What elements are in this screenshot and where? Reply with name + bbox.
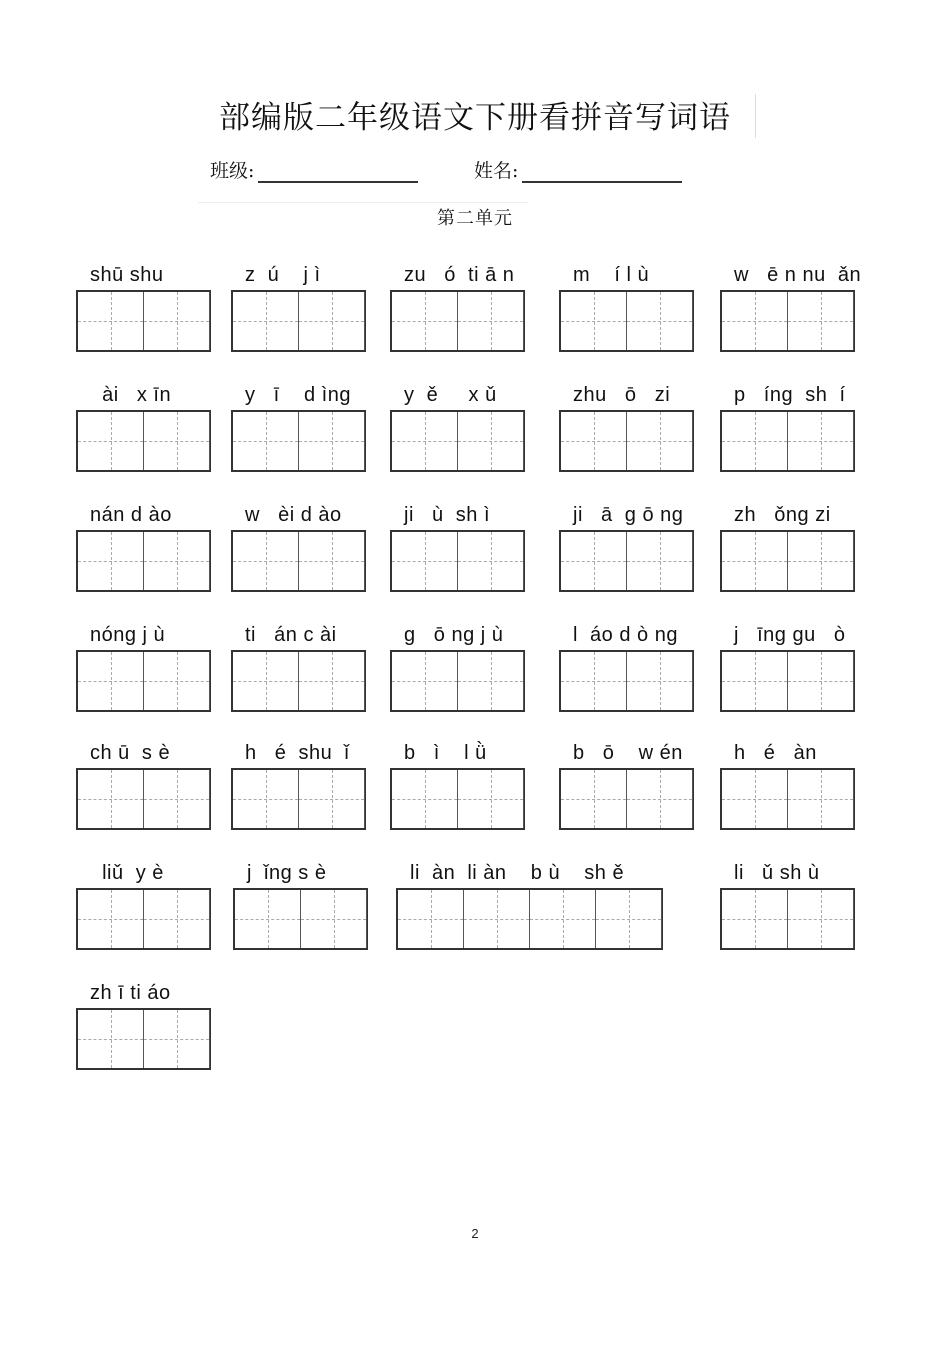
writing-cell[interactable] bbox=[144, 1010, 210, 1068]
writing-grid bbox=[559, 410, 694, 472]
pinyin-label: shū shu bbox=[90, 264, 164, 286]
writing-cell[interactable] bbox=[392, 770, 458, 828]
writing-grid bbox=[390, 410, 525, 472]
name-field bbox=[474, 156, 682, 183]
writing-grid bbox=[76, 1008, 211, 1070]
writing-grid bbox=[233, 888, 368, 950]
pinyin-label: nán d ào bbox=[90, 504, 172, 526]
writing-cell[interactable] bbox=[144, 652, 210, 710]
info-rule bbox=[198, 202, 528, 203]
writing-grid bbox=[390, 290, 525, 352]
pinyin-label: p íng sh í bbox=[734, 384, 846, 406]
pinyin-label: nóng j ù bbox=[90, 624, 166, 646]
class-blank[interactable] bbox=[258, 161, 418, 183]
writing-cell[interactable] bbox=[392, 532, 458, 590]
writing-cell[interactable] bbox=[299, 292, 365, 350]
writing-grid bbox=[76, 650, 211, 712]
writing-cell[interactable] bbox=[392, 292, 458, 350]
pinyin-label: l áo d ò ng bbox=[573, 624, 678, 646]
writing-grid bbox=[559, 650, 694, 712]
writing-cell[interactable] bbox=[458, 292, 524, 350]
pinyin-label: j ǐng s è bbox=[247, 862, 327, 884]
pinyin-label: liǔ y è bbox=[90, 862, 164, 884]
writing-cell[interactable] bbox=[561, 292, 627, 350]
writing-cell[interactable] bbox=[78, 890, 144, 948]
pinyin-label: y ě x ǔ bbox=[404, 384, 497, 406]
writing-cell[interactable] bbox=[788, 890, 854, 948]
writing-grid bbox=[559, 290, 694, 352]
pinyin-label: g ō ng j ù bbox=[404, 624, 504, 646]
pinyin-label: h é shu ǐ bbox=[245, 742, 350, 764]
writing-grid bbox=[390, 768, 525, 830]
writing-cell[interactable] bbox=[788, 292, 854, 350]
writing-cell[interactable] bbox=[392, 652, 458, 710]
writing-cell[interactable] bbox=[722, 890, 788, 948]
pinyin-label: w èi d ào bbox=[245, 504, 342, 526]
writing-cell[interactable] bbox=[299, 770, 365, 828]
pinyin-label: zhu ō zi bbox=[573, 384, 671, 406]
writing-cell[interactable] bbox=[299, 412, 365, 470]
writing-cell[interactable] bbox=[788, 532, 854, 590]
writing-cell[interactable] bbox=[78, 292, 144, 350]
pinyin-label: b ì l ǜ bbox=[404, 742, 487, 764]
pinyin-label: h é àn bbox=[734, 742, 817, 764]
pinyin-label: ài x īn bbox=[90, 384, 172, 406]
writing-grid bbox=[396, 888, 663, 950]
writing-cell[interactable] bbox=[596, 890, 662, 948]
writing-cell[interactable] bbox=[233, 770, 299, 828]
class-field bbox=[210, 156, 418, 183]
writing-cell[interactable] bbox=[627, 652, 693, 710]
pinyin-label: zu ó ti ā n bbox=[404, 264, 515, 286]
class-label: 班级: bbox=[210, 160, 255, 182]
writing-cell[interactable] bbox=[78, 532, 144, 590]
writing-cell[interactable] bbox=[788, 770, 854, 828]
writing-grid bbox=[559, 768, 694, 830]
pinyin-label: j īng gu ò bbox=[734, 624, 846, 646]
writing-cell[interactable] bbox=[78, 652, 144, 710]
writing-grid bbox=[720, 290, 855, 352]
writing-grid bbox=[720, 530, 855, 592]
writing-cell[interactable] bbox=[627, 770, 693, 828]
writing-cell[interactable] bbox=[233, 532, 299, 590]
writing-grid bbox=[231, 650, 366, 712]
writing-grid bbox=[76, 530, 211, 592]
writing-cell[interactable] bbox=[78, 412, 144, 470]
writing-grid bbox=[720, 410, 855, 472]
writing-cell[interactable] bbox=[233, 292, 299, 350]
pinyin-label: y ī d ìng bbox=[245, 384, 351, 406]
pinyin-label: zh ī ti áo bbox=[90, 982, 171, 1004]
writing-cell[interactable] bbox=[561, 770, 627, 828]
writing-cell[interactable] bbox=[233, 412, 299, 470]
writing-cell[interactable] bbox=[627, 532, 693, 590]
writing-cell[interactable] bbox=[144, 532, 210, 590]
writing-cell[interactable] bbox=[627, 412, 693, 470]
writing-grid bbox=[559, 530, 694, 592]
writing-grid bbox=[76, 410, 211, 472]
writing-cell[interactable] bbox=[458, 770, 524, 828]
page-title: 部编版二年级语文下册看拼音写词语 bbox=[219, 100, 731, 136]
pinyin-label: ji ù sh ì bbox=[404, 504, 491, 526]
writing-cell[interactable] bbox=[627, 292, 693, 350]
page-number: 2 bbox=[471, 1226, 479, 1241]
pinyin-label: z ú j ì bbox=[245, 264, 321, 286]
writing-cell[interactable] bbox=[722, 412, 788, 470]
writing-cell[interactable] bbox=[233, 652, 299, 710]
pinyin-label: m í l ù bbox=[573, 264, 650, 286]
writing-cell[interactable] bbox=[788, 652, 854, 710]
writing-cell[interactable] bbox=[464, 890, 530, 948]
pinyin-label: li àn li àn b ù sh ě bbox=[410, 862, 625, 884]
name-label: 姓名: bbox=[474, 160, 519, 182]
pinyin-label: b ō w én bbox=[573, 742, 683, 764]
name-blank[interactable] bbox=[522, 161, 682, 183]
writing-grid bbox=[76, 768, 211, 830]
pinyin-label: w ē n nu ǎn bbox=[734, 264, 862, 286]
writing-grid bbox=[76, 290, 211, 352]
writing-grid bbox=[720, 768, 855, 830]
writing-grid bbox=[231, 530, 366, 592]
writing-cell[interactable] bbox=[235, 890, 301, 948]
writing-cell[interactable] bbox=[144, 770, 210, 828]
writing-grid bbox=[390, 650, 525, 712]
writing-cell[interactable] bbox=[398, 890, 464, 948]
writing-grid bbox=[231, 290, 366, 352]
writing-cell[interactable] bbox=[78, 770, 144, 828]
writing-cell[interactable] bbox=[722, 770, 788, 828]
writing-cell[interactable] bbox=[301, 890, 367, 948]
writing-cell[interactable] bbox=[392, 412, 458, 470]
title-rule bbox=[755, 94, 756, 138]
writing-cell[interactable] bbox=[458, 532, 524, 590]
pinyin-label: zh ǒng zi bbox=[734, 504, 831, 526]
writing-grid bbox=[720, 650, 855, 712]
writing-cell[interactable] bbox=[299, 532, 365, 590]
pinyin-label: ti án c ài bbox=[245, 624, 337, 646]
writing-grid bbox=[231, 768, 366, 830]
writing-cell[interactable] bbox=[299, 652, 365, 710]
writing-cell[interactable] bbox=[458, 652, 524, 710]
writing-cell[interactable] bbox=[78, 1010, 144, 1068]
writing-cell[interactable] bbox=[561, 412, 627, 470]
writing-cell[interactable] bbox=[144, 890, 210, 948]
writing-cell[interactable] bbox=[722, 292, 788, 350]
writing-cell[interactable] bbox=[144, 292, 210, 350]
writing-cell[interactable] bbox=[144, 412, 210, 470]
writing-grid bbox=[76, 888, 211, 950]
writing-cell[interactable] bbox=[788, 412, 854, 470]
writing-grid bbox=[231, 410, 366, 472]
writing-grid bbox=[390, 530, 525, 592]
pinyin-label: li ǔ sh ù bbox=[734, 862, 820, 884]
writing-cell[interactable] bbox=[530, 890, 596, 948]
writing-cell[interactable] bbox=[561, 532, 627, 590]
pinyin-label: ch ū s è bbox=[90, 742, 171, 764]
writing-cell[interactable] bbox=[458, 412, 524, 470]
writing-cell[interactable] bbox=[722, 652, 788, 710]
writing-grid bbox=[720, 888, 855, 950]
unit-heading: 第二单元 bbox=[437, 208, 513, 229]
writing-cell[interactable] bbox=[561, 652, 627, 710]
pinyin-label: ji ā g ō ng bbox=[573, 504, 684, 526]
writing-cell[interactable] bbox=[722, 532, 788, 590]
